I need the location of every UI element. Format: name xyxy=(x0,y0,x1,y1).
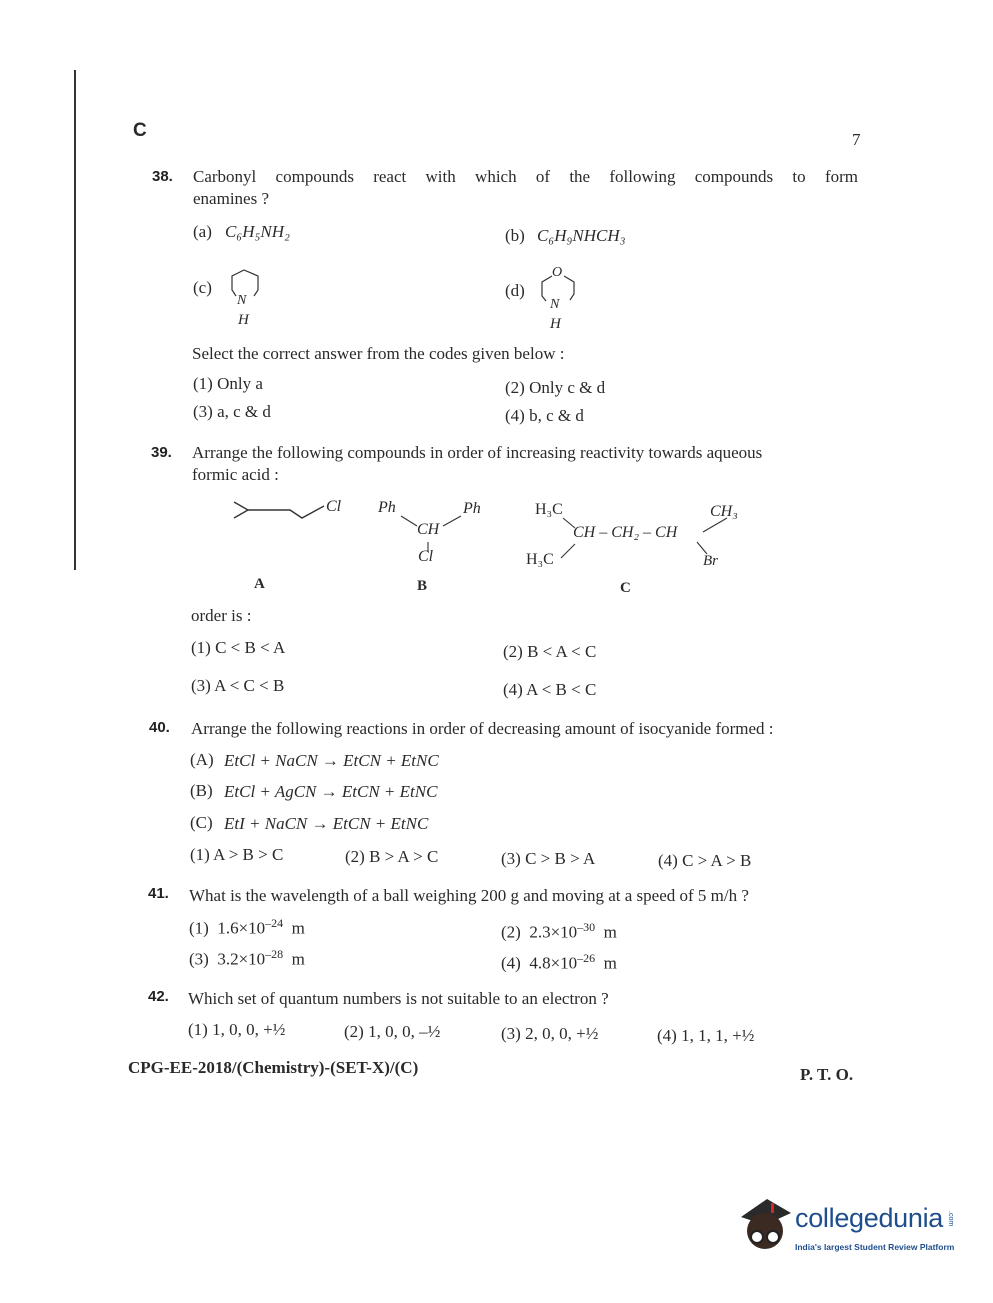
set-code: C xyxy=(133,120,147,141)
pto-label: P. T. O. xyxy=(800,1065,854,1084)
ring-h: H xyxy=(238,312,249,328)
option-1[interactable]: (1) Only a xyxy=(193,374,263,393)
option-1[interactable] xyxy=(189,916,305,939)
footer-code: CPG-EE-2018/(Chemistry)-(SET-X)/(C) xyxy=(128,1058,419,1077)
choice-a-formula: C₆H₅NH₂ xyxy=(225,222,290,241)
option-3[interactable]: (3) 2, 0, 0, +½ xyxy=(501,1024,599,1043)
question-text: What is the wavelength of a ball weighing 200 g and moving at a speed of 5 m/h ? xyxy=(189,886,749,905)
reaction-c-label: (C) xyxy=(190,813,213,832)
option-3[interactable] xyxy=(189,947,305,970)
reaction-b-equation: EtCl + AgCN → EtCN + EtNC xyxy=(224,782,438,801)
option-2[interactable]: (2) B < A < C xyxy=(503,642,597,661)
structure-c-h3c-top: H₃C xyxy=(535,501,563,518)
question-number: 39. xyxy=(151,444,172,461)
ring-h: H xyxy=(550,316,561,332)
ring-n: N xyxy=(550,297,560,312)
exponent: –30 xyxy=(577,920,596,934)
structure-c-chain: CH – CH₂ – CH xyxy=(573,524,678,541)
unit: m xyxy=(603,953,617,973)
exponent: –24 xyxy=(265,916,284,930)
brand-dotcom: .com xyxy=(947,1211,954,1227)
option-3[interactable]: (3) a, c & d xyxy=(193,402,271,421)
option-4[interactable]: (4) C > A > B xyxy=(658,851,752,870)
reaction-b-label: (B) xyxy=(190,781,213,800)
option-number: (1) xyxy=(189,918,209,938)
question-number: 38. xyxy=(152,168,173,185)
reaction-a-label: (A) xyxy=(190,750,214,769)
mantissa: 3.2×10 xyxy=(217,949,266,969)
option-4[interactable]: (4) 1, 1, 1, +½ xyxy=(657,1026,755,1045)
structure-c-br: Br xyxy=(703,553,718,569)
question-text: Arrange the following reactions in order of decreasing amount of isocyanide formed : xyxy=(191,719,774,738)
question-number: 41. xyxy=(148,885,169,902)
structure-b-ch: CH xyxy=(417,521,440,538)
structure-b-cl: Cl xyxy=(418,548,434,565)
exponent: –26 xyxy=(577,951,596,965)
brand-tagline: India's largest Student Review Platform xyxy=(795,1242,955,1252)
question-number: 40. xyxy=(149,719,170,736)
ring-o: O xyxy=(552,265,563,280)
option-3[interactable]: (3) A < C < B xyxy=(191,676,285,695)
reaction-a-equation: EtCl + NaCN → EtCN + EtNC xyxy=(224,751,439,770)
ring-n: N xyxy=(237,293,247,308)
option-4[interactable]: (4) b, c & d xyxy=(505,406,584,425)
option-1[interactable]: (1) C < B < A xyxy=(191,638,286,657)
option-2[interactable]: (2) B > A > C xyxy=(345,847,439,866)
mantissa: 4.8×10 xyxy=(529,953,578,973)
option-1[interactable]: (1) A > B > C xyxy=(190,845,284,864)
mascot-icon xyxy=(735,1195,793,1257)
reaction-c-equation: EtI + NaCN → EtCN + EtNC xyxy=(224,814,429,833)
option-1[interactable]: (1) 1, 0, 0, +½ xyxy=(188,1020,286,1039)
unit: m xyxy=(603,922,617,942)
structure-b-label: B xyxy=(417,578,428,594)
order-label: order is : xyxy=(191,606,252,625)
structure-b-ph1: Ph xyxy=(378,499,396,516)
structure-c-label: C xyxy=(620,580,631,596)
option-number: (2) xyxy=(501,922,521,942)
watermark-logo xyxy=(735,1195,960,1265)
unit: m xyxy=(291,949,305,969)
option-2[interactable] xyxy=(501,920,617,943)
structure-a-cl: Cl xyxy=(326,498,342,515)
exponent: –28 xyxy=(265,947,284,961)
structure-b-ph2: Ph xyxy=(463,500,481,517)
option-4[interactable] xyxy=(501,951,617,974)
question-number: 42. xyxy=(148,988,169,1005)
piperidine-ring-icon xyxy=(222,266,272,310)
choice-c-label: (c) xyxy=(193,278,212,297)
choice-d-label: (d) xyxy=(505,281,525,300)
question-text-cont: formic acid : xyxy=(192,465,279,484)
option-4[interactable]: (4) A < B < C xyxy=(503,680,597,699)
answer-prompt: Select the correct answer from the codes given below : xyxy=(192,344,565,363)
option-2[interactable]: (2) Only c & d xyxy=(505,378,606,397)
option-number: (3) xyxy=(189,949,209,969)
mantissa: 2.3×10 xyxy=(529,922,578,942)
option-2[interactable]: (2) 1, 0, 0, –½ xyxy=(344,1022,441,1041)
structure-a-label: A xyxy=(254,576,265,592)
question-text-cont: enamines ? xyxy=(193,189,269,208)
unit: m xyxy=(291,918,305,938)
structure-a-skeleton-icon xyxy=(230,496,330,526)
structure-c-h3c-bottom: H₃C xyxy=(526,551,554,568)
option-number: (4) xyxy=(501,953,521,973)
question-text: Arrange the following compounds in order of increasing reactivity towards aqueous xyxy=(192,443,763,462)
brand-name: collegedunia xyxy=(795,1203,944,1233)
structure-c-ch3: CH₃ xyxy=(710,503,738,520)
option-3[interactable]: (3) C > B > A xyxy=(501,849,596,868)
choice-b-formula: C₆H₉NHCH₃ xyxy=(537,226,626,245)
page-number: 7 xyxy=(852,130,861,149)
question-text: Which set of quantum numbers is not suitable to an electron ? xyxy=(188,989,609,1008)
margin-line xyxy=(74,70,76,570)
question-text: Carbonyl compounds react with which of the following compounds to form xyxy=(193,167,858,186)
mantissa: 1.6×10 xyxy=(217,918,266,938)
choice-a-label: (a) xyxy=(193,222,212,241)
choice-b-label: (b) xyxy=(505,226,525,245)
